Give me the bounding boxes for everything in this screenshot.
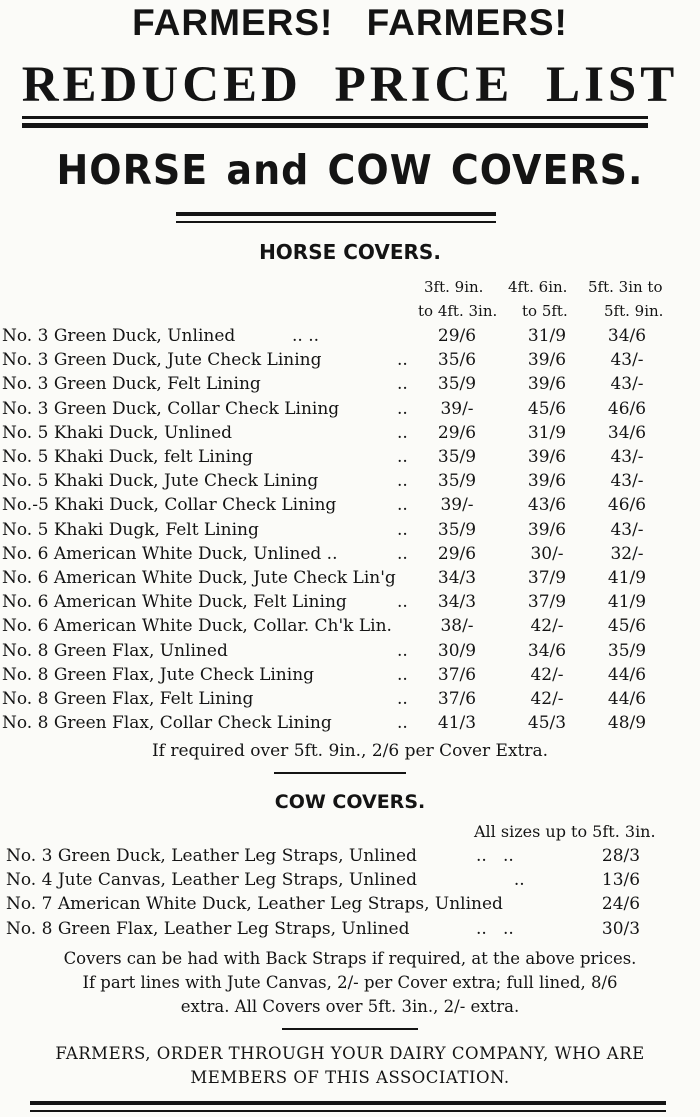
column-header: 5ft. 9in. xyxy=(604,302,664,320)
price-cell: 35/9 xyxy=(437,519,477,540)
price-cell: 43/- xyxy=(610,447,644,467)
table-row xyxy=(2,616,698,640)
table-row xyxy=(2,568,698,592)
price-cell: 31/9 xyxy=(527,422,567,443)
table-row xyxy=(2,689,698,713)
cow-covers-note: If part lines with Jute Canvas, 2/- per Cover extra; full lined, 8/6 xyxy=(82,973,618,992)
leader-dots: .. .. xyxy=(476,846,514,866)
table-row xyxy=(6,894,696,918)
leader-dots: .. .. xyxy=(476,918,514,939)
price-cell: 45/6 xyxy=(527,398,567,419)
table-row xyxy=(2,665,698,689)
price-cell: 24/6 xyxy=(601,894,641,915)
price-cell: 28/3 xyxy=(601,846,641,866)
price-cell: 34/6 xyxy=(607,326,647,346)
divider xyxy=(176,212,496,216)
column-header: 5ft. 3in to xyxy=(588,278,663,296)
cover-name: No.-5 Khaki Duck, Collar Check Lining xyxy=(2,495,337,516)
price-cell: 29/6 xyxy=(437,543,477,564)
price-cell: 30/9 xyxy=(437,640,477,661)
divider xyxy=(282,1028,418,1030)
price-cell: 46/6 xyxy=(607,495,647,516)
title-farmers: FARMERS! FARMERS! xyxy=(132,2,568,43)
cover-name: No. 5 Khaki Duck, felt Lining xyxy=(2,447,253,467)
price-cell: 45/6 xyxy=(607,616,647,637)
cover-name: No. 3 Green Duck, Leather Leg Straps, Unlined xyxy=(6,846,417,866)
divider xyxy=(274,772,406,774)
cover-name: No. 8 Green Flax, Jute Check Lining xyxy=(2,664,315,685)
leader-dots: .. xyxy=(397,471,408,492)
cover-name: No. 5 Khaki Duck, Unlined xyxy=(2,422,233,443)
section-heading-cow-covers: COW COVERS. xyxy=(274,791,426,813)
price-cell: 35/6 xyxy=(437,350,477,371)
table-row xyxy=(2,544,698,568)
title-reduced-price-list: REDUCED PRICE LIST xyxy=(21,57,679,113)
leader-dots: .. xyxy=(397,664,408,685)
cover-name: No. 3 Green Duck, Collar Check Lining xyxy=(2,398,340,419)
table-row xyxy=(2,471,698,495)
column-header: to 5ft. xyxy=(522,302,568,320)
price-cell: 35/9 xyxy=(437,374,477,395)
price-cell: 35/9 xyxy=(607,640,647,661)
table-row xyxy=(2,641,698,665)
price-cell: 42/- xyxy=(530,616,564,637)
cover-name: No. 3 Green Duck, Jute Check Lining xyxy=(2,350,322,371)
price-cell: 39/6 xyxy=(527,471,567,492)
price-cell: 29/6 xyxy=(437,326,477,346)
section-heading-horse-covers: HORSE COVERS. xyxy=(259,240,441,264)
table-row xyxy=(2,495,698,519)
leader-dots: .. xyxy=(397,374,408,395)
table-row xyxy=(2,423,698,447)
horse-covers-note: If required over 5ft. 9in., 2/6 per Cover Extra. xyxy=(151,741,549,761)
price-cell: 37/6 xyxy=(437,689,477,709)
price-cell: 38/- xyxy=(440,616,474,637)
price-cell: 42/- xyxy=(530,664,564,685)
price-cell: 32/- xyxy=(610,543,644,564)
price-cell: 44/6 xyxy=(607,689,647,709)
price-cell: 35/9 xyxy=(437,447,477,467)
leader-dots: .. xyxy=(397,398,408,419)
cover-name: No. 6 American White Duck, Felt Lining xyxy=(2,592,347,613)
price-cell: 31/9 xyxy=(527,326,567,346)
leader-dots: .. xyxy=(397,447,408,467)
price-cell: 39/- xyxy=(440,398,474,419)
cover-name: No. 7 American White Duck, Leather Leg Straps, Unlined xyxy=(6,894,503,915)
column-header: 3ft. 9in. xyxy=(424,278,484,296)
leader-dots: .. xyxy=(397,350,408,371)
price-cell: 13/6 xyxy=(601,870,641,891)
price-cell: 29/6 xyxy=(437,422,477,443)
leader-dots: .. xyxy=(397,592,408,613)
table-row xyxy=(6,846,696,870)
price-cell: 44/6 xyxy=(607,664,647,685)
price-cell: 39/- xyxy=(440,495,474,516)
table-row xyxy=(2,447,698,471)
divider xyxy=(22,116,648,119)
price-cell: 46/6 xyxy=(607,398,647,419)
leader-dots: .. xyxy=(397,422,408,443)
cover-name: No. 6 American White Duck, Unlined .. xyxy=(2,543,338,564)
price-cell: 34/3 xyxy=(437,592,477,613)
leader-dots: .. xyxy=(397,689,408,709)
divider xyxy=(30,1101,666,1105)
cover-name: No. 3 Green Duck, Unlined xyxy=(2,326,236,346)
cow-covers-note: Covers can be had with Back Straps if required, at the above prices. xyxy=(63,949,637,968)
leader-dots: .. xyxy=(397,519,408,540)
footer-line: MEMBERS OF THIS ASSOCIATION. xyxy=(190,1068,510,1087)
price-cell: 37/6 xyxy=(437,664,477,685)
column-header: 4ft. 6in. xyxy=(508,278,568,296)
cow-column-header: All sizes up to 5ft. 3in. xyxy=(474,822,656,841)
price-cell: 45/3 xyxy=(527,713,567,734)
price-cell: 48/9 xyxy=(607,713,647,734)
price-cell: 37/9 xyxy=(527,568,567,588)
table-row xyxy=(6,870,696,894)
price-cell: 34/3 xyxy=(437,568,477,588)
leader-dots: .. xyxy=(476,870,525,891)
price-cell: 39/6 xyxy=(527,519,567,540)
table-row xyxy=(2,374,698,398)
table-row xyxy=(2,713,698,737)
leader-dots: .. xyxy=(397,543,408,564)
price-cell: 37/9 xyxy=(527,592,567,613)
title-horse-and-cow-covers: HORSE and COW COVERS. xyxy=(56,146,644,194)
table-row xyxy=(2,326,698,350)
cover-name: No. 4 Jute Canvas, Leather Leg Straps, Unlined xyxy=(6,870,417,891)
column-header: to 4ft. 3in. xyxy=(418,302,498,320)
price-cell: 43/- xyxy=(610,350,644,371)
cover-name: No. 6 American White Duck, Collar. Ch'k Lin. xyxy=(2,616,392,637)
price-cell: 30/- xyxy=(530,543,564,564)
footer-line: FARMERS, ORDER THROUGH YOUR DAIRY COMPANY, WHO ARE xyxy=(55,1044,645,1063)
price-cell: 43/6 xyxy=(527,495,567,516)
price-cell: 41/9 xyxy=(607,568,647,588)
price-cell: 41/9 xyxy=(607,592,647,613)
cover-name: No. 8 Green Flax, Felt Lining xyxy=(2,689,254,709)
table-row xyxy=(2,520,698,544)
cover-name: No. 5 Khaki Dugk, Felt Lining xyxy=(2,519,259,540)
price-cell: 35/9 xyxy=(437,471,477,492)
divider xyxy=(22,123,648,128)
cover-name: No. 6 American White Duck, Jute Check Lin'g xyxy=(2,568,396,588)
cover-name: No. 8 Green Flax, Unlined xyxy=(2,640,228,661)
price-cell: 39/6 xyxy=(527,374,567,395)
leader-dots: .. xyxy=(397,495,408,516)
price-cell: 43/- xyxy=(610,471,644,492)
table-row xyxy=(6,919,696,943)
price-cell: 30/3 xyxy=(601,918,641,939)
cow-covers-note: extra. All Covers over 5ft. 3in., 2/- extra. xyxy=(180,997,520,1016)
cover-name: No. 8 Green Flax, Collar Check Lining xyxy=(2,713,332,734)
price-cell: 34/6 xyxy=(607,422,647,443)
divider xyxy=(30,1110,666,1112)
cover-name: No. 5 Khaki Duck, Jute Check Lining xyxy=(2,471,319,492)
leader-dots: .. xyxy=(397,640,408,661)
divider xyxy=(176,221,496,223)
price-cell: 43/- xyxy=(610,519,644,540)
table-row xyxy=(2,350,698,374)
leader-dots: .. .. xyxy=(292,326,320,346)
price-cell: 41/3 xyxy=(437,713,477,734)
leader-dots: .. xyxy=(397,713,408,734)
price-cell: 34/6 xyxy=(527,640,567,661)
cover-name: No. 3 Green Duck, Felt Lining xyxy=(2,374,261,395)
cover-name: No. 8 Green Flax, Leather Leg Straps, Unlined xyxy=(6,918,410,939)
table-row xyxy=(2,399,698,423)
price-cell: 39/6 xyxy=(527,447,567,467)
price-cell: 42/- xyxy=(530,689,564,709)
table-row xyxy=(2,592,698,616)
price-cell: 39/6 xyxy=(527,350,567,371)
price-cell: 43/- xyxy=(610,374,644,395)
